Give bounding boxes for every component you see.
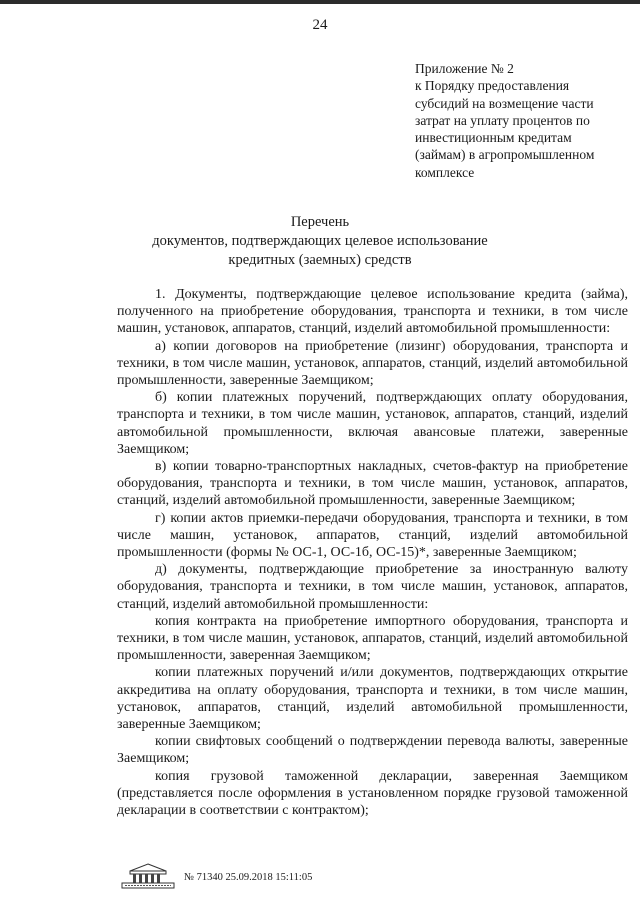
document-body <box>117 286 628 819</box>
paragraph-payment-orders: копии платежных поручений и/или документов, подтверждающих открытие аккредитива на оплату оборудования, транспорта и техники, в том числе машин, установок, аппаратов, станций, изделий автомобильной промышленности, заверенные Заемщиком; <box>117 665 628 733</box>
paragraph-subitem-b: б) копии платежных поручений, подтверждающих оплату оборудования, транспорта и техники, в том числе машин, установок, аппаратов, станций, изделий автомобильной промышленности, включая авансовые платежи, заверенные Заемщиком; <box>117 390 628 457</box>
title-line: кредитных (заемных) средств <box>228 252 412 268</box>
paragraph-customs-declaration: копия грузовой таможенной декларации, заверенная Заемщиком (представляется после оформления в установленном порядке грузовой таможенной декларации в соответствии с контрактом); <box>117 768 628 819</box>
registration-stamp-text: № 71340 25.09.2018 15:11:05 <box>184 872 313 883</box>
appendix-line: субсидий на возмещение части <box>415 95 594 111</box>
paragraph-contract-copy: копия контракта на приобретение импортного оборудования, транспорта и техники, в том числе машин, установок, аппаратов, станций, изделий автомобильной промышленности, заверенная Заемщиком; <box>117 613 628 664</box>
appendix-line: Приложение № 2 <box>415 61 514 76</box>
appendix-line: комплексе <box>415 164 475 180</box>
appendix-line: (займам) в агропромышленном <box>415 147 595 163</box>
appendix-line: к Порядку предоставления <box>415 78 570 94</box>
document-title <box>0 213 640 270</box>
title-line: документов, подтверждающих целевое использование <box>152 233 488 249</box>
appendix-header <box>415 60 635 181</box>
scan-top-edge <box>0 0 640 4</box>
paragraph-subitem-a: а) копии договоров на приобретение (лизинг) оборудования, транспорта и техники, в том числе машин, установок, аппаратов, станций, изделий автомобильной промышленности, заверенные Заемщиком; <box>117 338 628 389</box>
title-line: Перечень <box>290 214 350 230</box>
paragraph-subitem-d: д) документы, подтверждающие приобретение за иностранную валюту оборудования, транспорта и техники, в том числе машин, установок, аппаратов, станций, изделий автомобильной промышленности: <box>117 562 628 612</box>
appendix-line: затрат на уплату процентов по <box>415 112 590 128</box>
appendix-line: инвестиционным кредитам <box>415 130 572 146</box>
page-number: 24 <box>312 17 328 33</box>
paragraph-subitem-g: г) копии актов приемки-передачи оборудования, транспорта и техники, в том числе машин, установок, аппаратов, станций, изделий автомобильной промышленности (формы № ОС-1, ОС-1б, ОС-15)*, заверенные Заемщиком; <box>117 510 628 561</box>
paragraph-swift-messages: копии свифтовых сообщений о подтверждении перевода валюты, заверенные Заемщиком; <box>117 734 628 767</box>
registration-footer <box>120 862 360 892</box>
paragraph-subitem-v: в) копии товарно-транспортных накладных, счетов-фактур на приобретение оборудования, транспорта и техники, в том числе машин, установок, аппаратов, станций, изделий автомобильной промышленности, заверенные Заемщиком; <box>117 459 628 509</box>
building-logo-icon <box>120 862 176 890</box>
paragraph-item-1: 1. Документы, подтверждающие целевое использование кредита (займа), полученного на приобретение оборудования, транспорта и техники, в том числе машин, установок, аппаратов, станций, изделий автомобильной промышленности: <box>117 287 628 337</box>
